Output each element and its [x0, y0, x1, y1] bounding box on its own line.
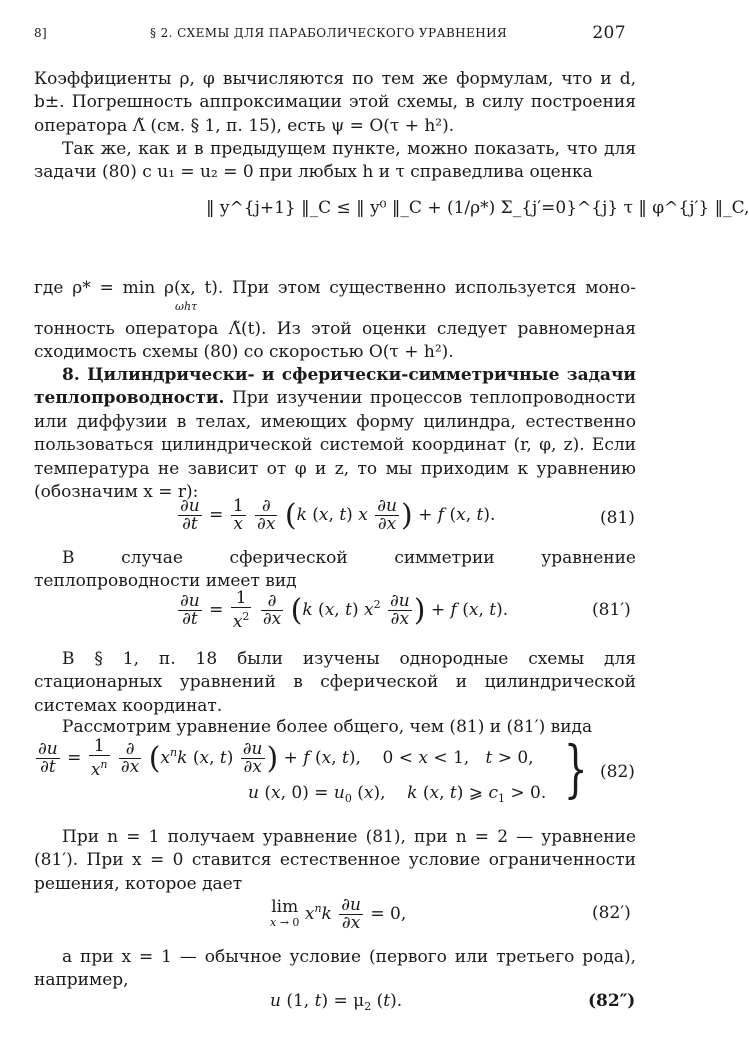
- equation-82-line1: $\frac{\partial u}{\partial t}$ = $\frac{1}{x^n}$ $\frac{\partial}{\partial x}$ ($x^nk$ (x, t) $\frac{\partial u}{\partial x}$ ) + f (x, t), 0 < x < 1, t > 0,: [38, 736, 534, 780]
- paragraph-3a: где ρ* = min ρ(x, t). При этом существенно используется моно-: [34, 278, 636, 298]
- equation-81-prime: $\frac{\partial u}{\partial t}$ = $\frac{1}{x^2}$ $\frac{\partial}{\partial x}$ (k (x, t) $x^2$ $\frac{\partial u}{\partial x}$ ) + f (x, t).: [180, 588, 509, 632]
- eq-number-82: (82): [600, 762, 635, 782]
- equation-82-double-prime: u (1, $t) = \mu_2$ (t).: [270, 991, 403, 1013]
- eq-number-82-double-prime: (82″): [588, 991, 636, 1011]
- paragraph-7: Рассмотрим уравнение более общего, чем (81) и (81′) вида: [62, 717, 593, 737]
- paragraph-9: а при x = 1 — обычное условие (первого или третьего рода), например,: [34, 947, 636, 991]
- paragraph-4-body: При изучении процессов теплопроводности или диффузии в телах, имеющих форму цилиндра, естественно пользоваться цилиндрической системой координат (r, φ, z). Если температура не зависит от φ и z, то мы приходим к уравнению (обозначим x = r):: [34, 388, 636, 503]
- eq-number-81: (81): [600, 508, 635, 528]
- page-number: 207: [592, 23, 626, 43]
- paragraph-6: В § 1, п. 18 были изучены однородные схемы для стационарных уравнений в сферической и цилиндрической системах координат.: [34, 649, 636, 716]
- section-ref: 8]: [34, 26, 48, 40]
- estimate-text: ‖ y^{j+1} ‖_C ≤ ‖ y⁰ ‖_C + (1/ρ*) Σ_{j′=0}^{j} τ ‖ φ^{j′} ‖_C,: [206, 198, 749, 218]
- equation-81: $\frac{\partial u}{\partial t}$ = $\frac{1}{x}$ $\frac{\partial}{\partial x}$ (k (x, t) x $\frac{\partial u}{\partial x}$ ) + f (x, t).: [180, 496, 496, 534]
- equation-82-line2: u (x, $0) = u_0$ (x), k (x, t) ⩾ $c_1 > 0$.: [248, 783, 547, 805]
- paragraph-4: [34, 364, 636, 504]
- estimate-formula: [206, 198, 749, 218]
- min-subscript: ωhτ: [175, 300, 198, 313]
- eq-number-81-prime: (81′): [592, 600, 631, 620]
- paragraph-1: Коэффициенты ρ, φ вычисляются по тем же формулам, что и d, b±. Погрешность аппроксимации этой схемы, в силу построения оператора Λ̃ (см. § 1, п. 15), есть ψ = O(τ + h²).: [34, 69, 636, 136]
- paragraph-8: При n = 1 получаем уравнение (81), при n = 2 — уравнение (81′). При x = 0 ставится естественное условие ограниченности решения, которое дает: [34, 827, 636, 894]
- page-header: [34, 24, 626, 46]
- paragraph-5: В случае сферической симметрии уравнение теплопроводности имеет вид: [34, 548, 636, 592]
- equation-82-prime: lim x → 0 $x^nk$ $\frac{\partial u}{\partial x}$ = 0,: [270, 895, 407, 933]
- paragraph-3b: тонность оператора Λ̃(t). Из этой оценки следует равномерная сходимость схемы (80) со скоростью O(τ + h²).: [34, 319, 636, 363]
- eq-number-82-prime: (82′): [592, 903, 631, 923]
- right-brace: }: [563, 732, 588, 805]
- section-heading: 8. Цилиндрически- и сферически-симметричные задачи теплопроводности.: [34, 365, 636, 409]
- paragraph-2: Так же, как и в предыдущем пункте, можно показать, что для задачи (80) с u₁ = u₂ = 0 при любых h и τ справедлива оценка: [34, 139, 636, 183]
- running-title: § 2. СХЕМЫ ДЛЯ ПАРАБОЛИЧЕСКОГО УРАВНЕНИЯ: [150, 26, 508, 40]
